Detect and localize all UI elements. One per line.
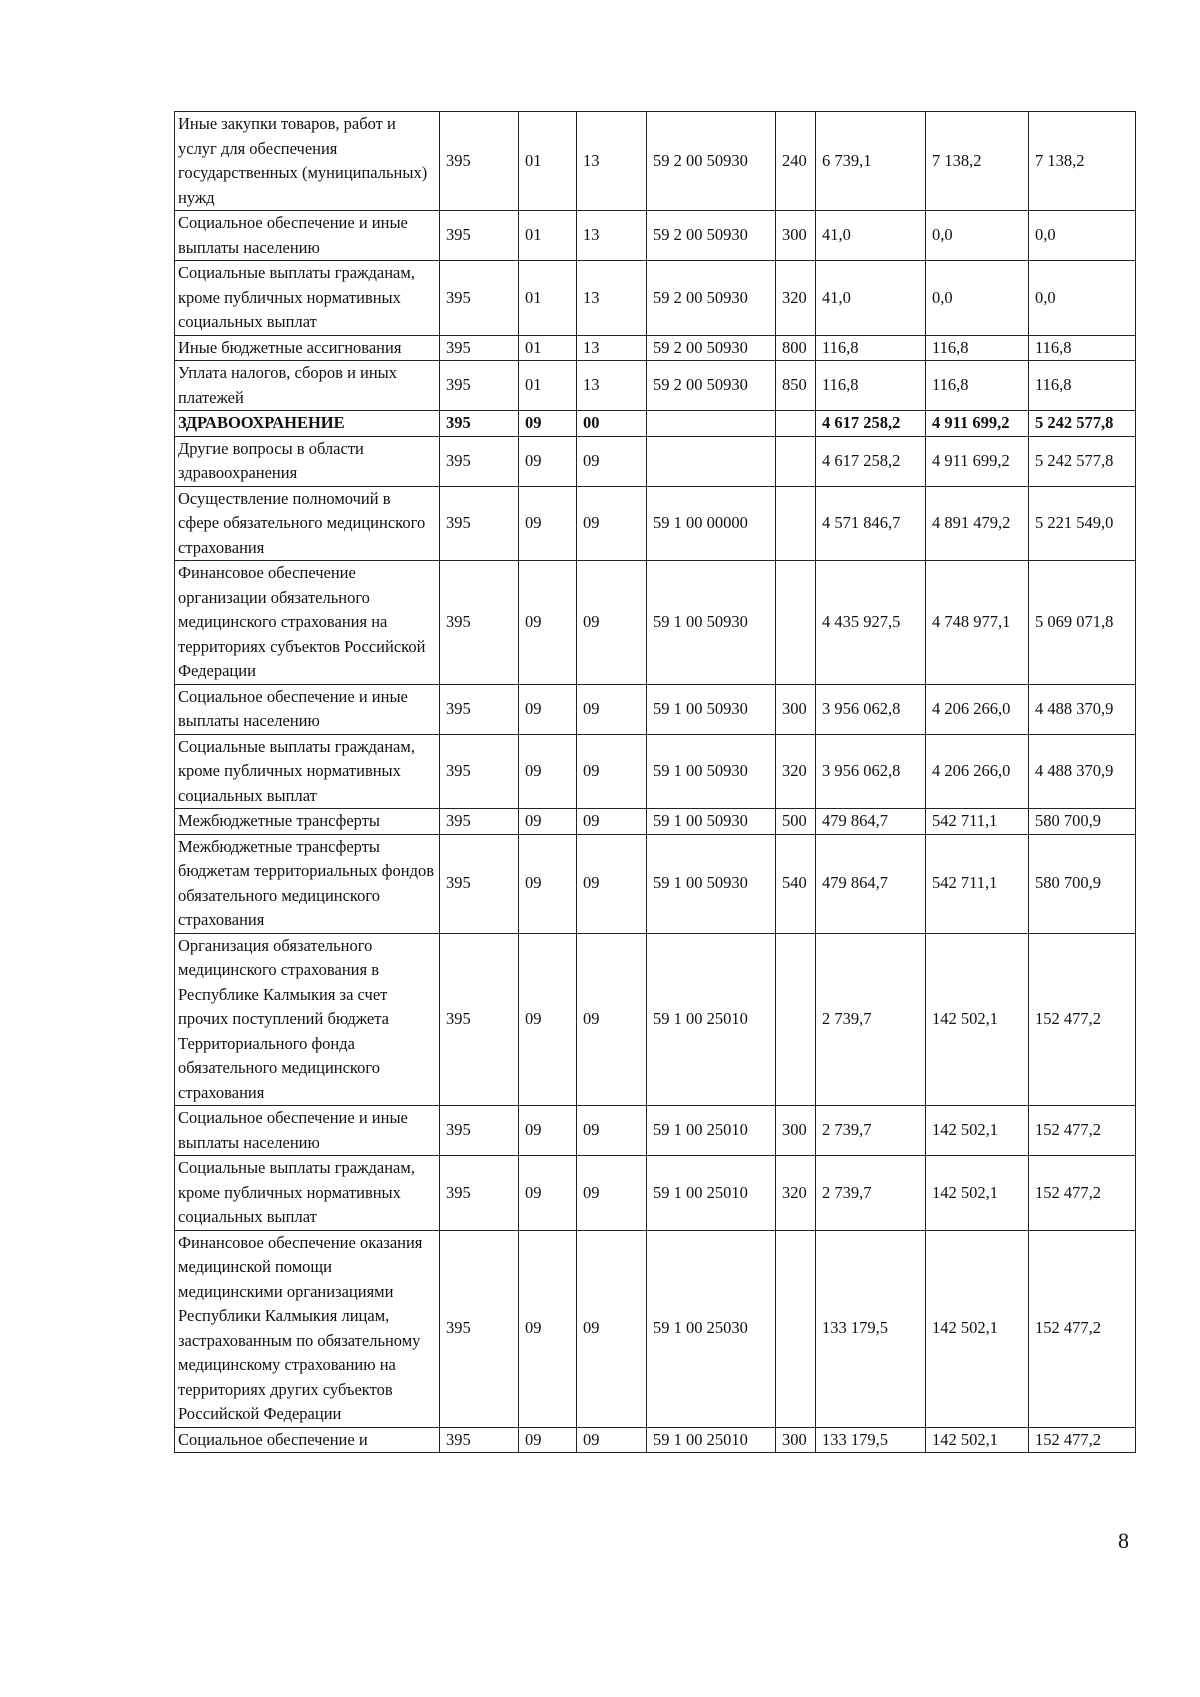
target-article-cell: 59 1 00 25010 xyxy=(647,933,776,1106)
amount-year3-cell: 152 477,2 xyxy=(1029,933,1136,1106)
amount-year1-cell: 4 435 927,5 xyxy=(816,561,926,685)
section-code-cell: 01 xyxy=(519,211,577,261)
amount-year1-cell: 2 739,7 xyxy=(816,933,926,1106)
table-row xyxy=(175,335,1136,361)
subsection-code-cell: 09 xyxy=(577,1230,647,1427)
target-article-cell: 59 1 00 25010 xyxy=(647,1427,776,1453)
target-article-cell: 59 2 00 50930 xyxy=(647,261,776,336)
amount-year2-cell: 4 748 977,1 xyxy=(926,561,1029,685)
section-code-cell: 09 xyxy=(519,1427,577,1453)
admin-code-cell: 395 xyxy=(440,335,519,361)
target-article-cell: 59 1 00 25030 xyxy=(647,1230,776,1427)
subsection-code-cell: 13 xyxy=(577,211,647,261)
amount-year2-cell: 116,8 xyxy=(926,361,1029,411)
admin-code-cell: 395 xyxy=(440,112,519,211)
amount-year1-cell: 2 739,7 xyxy=(816,1106,926,1156)
amount-year3-cell: 152 477,2 xyxy=(1029,1156,1136,1231)
section-code-cell: 09 xyxy=(519,1106,577,1156)
admin-code-cell: 395 xyxy=(440,261,519,336)
amount-year3-cell: 5 242 577,8 xyxy=(1029,411,1136,437)
subsection-code-cell: 09 xyxy=(577,933,647,1106)
admin-code-cell: 395 xyxy=(440,933,519,1106)
amount-year3-cell: 152 477,2 xyxy=(1029,1427,1136,1453)
amount-year2-cell: 142 502,1 xyxy=(926,1156,1029,1231)
amount-year2-cell: 4 911 699,2 xyxy=(926,436,1029,486)
amount-year3-cell: 0,0 xyxy=(1029,261,1136,336)
expense-type-cell: 540 xyxy=(776,834,816,933)
target-article-cell: 59 1 00 50930 xyxy=(647,734,776,809)
section-code-cell: 09 xyxy=(519,809,577,835)
subsection-code-cell: 09 xyxy=(577,734,647,809)
amount-year3-cell: 580 700,9 xyxy=(1029,809,1136,835)
amount-year3-cell: 5 242 577,8 xyxy=(1029,436,1136,486)
expense-type-cell: 320 xyxy=(776,261,816,336)
name-cell: Уплата налогов, сборов и иных платежей xyxy=(175,361,440,411)
table-row xyxy=(175,933,1136,1106)
budget-table xyxy=(174,111,1136,1453)
amount-year2-cell: 542 711,1 xyxy=(926,834,1029,933)
name-cell: Межбюджетные трансферты xyxy=(175,809,440,835)
section-code-cell: 01 xyxy=(519,361,577,411)
target-article-cell: 59 2 00 50930 xyxy=(647,335,776,361)
subsection-code-cell: 09 xyxy=(577,436,647,486)
admin-code-cell: 395 xyxy=(440,1106,519,1156)
amount-year2-cell: 542 711,1 xyxy=(926,809,1029,835)
expense-type-cell xyxy=(776,436,816,486)
amount-year3-cell: 7 138,2 xyxy=(1029,112,1136,211)
admin-code-cell: 395 xyxy=(440,1230,519,1427)
admin-code-cell: 395 xyxy=(440,834,519,933)
name-cell: Социальные выплаты гражданам, кроме публичных нормативных социальных выплат xyxy=(175,261,440,336)
name-cell: Социальное обеспечение и xyxy=(175,1427,440,1453)
table-row xyxy=(175,561,1136,685)
target-article-cell xyxy=(647,411,776,437)
section-code-cell: 09 xyxy=(519,734,577,809)
table-row xyxy=(175,684,1136,734)
amount-year1-cell: 4 617 258,2 xyxy=(816,411,926,437)
admin-code-cell: 395 xyxy=(440,411,519,437)
target-article-cell: 59 1 00 25010 xyxy=(647,1106,776,1156)
table-row xyxy=(175,1230,1136,1427)
subsection-code-cell: 09 xyxy=(577,809,647,835)
section-code-cell: 09 xyxy=(519,436,577,486)
table-body xyxy=(175,112,1136,1453)
table-row xyxy=(175,1106,1136,1156)
expense-type-cell xyxy=(776,411,816,437)
subsection-code-cell: 09 xyxy=(577,1156,647,1231)
amount-year2-cell: 142 502,1 xyxy=(926,933,1029,1106)
expense-type-cell xyxy=(776,561,816,685)
amount-year1-cell: 41,0 xyxy=(816,211,926,261)
section-code-cell: 09 xyxy=(519,933,577,1106)
section-code-cell: 09 xyxy=(519,684,577,734)
section-code-cell: 09 xyxy=(519,486,577,561)
subsection-code-cell: 13 xyxy=(577,335,647,361)
subsection-code-cell: 09 xyxy=(577,1106,647,1156)
target-article-cell: 59 1 00 50930 xyxy=(647,684,776,734)
amount-year3-cell: 116,8 xyxy=(1029,361,1136,411)
expense-type-cell: 300 xyxy=(776,684,816,734)
table-row xyxy=(175,361,1136,411)
admin-code-cell: 395 xyxy=(440,734,519,809)
admin-code-cell: 395 xyxy=(440,211,519,261)
table-row xyxy=(175,261,1136,336)
section-code-cell: 09 xyxy=(519,411,577,437)
section-code-cell: 09 xyxy=(519,834,577,933)
subsection-code-cell: 09 xyxy=(577,486,647,561)
name-cell: Межбюджетные трансферты бюджетам территориальных фондов обязательного медицинского страхования xyxy=(175,834,440,933)
target-article-cell: 59 1 00 50930 xyxy=(647,809,776,835)
expense-type-cell: 300 xyxy=(776,1427,816,1453)
name-cell: Иные закупки товаров, работ и услуг для обеспечения государственных (муниципальных) нужд xyxy=(175,112,440,211)
amount-year3-cell: 5 069 071,8 xyxy=(1029,561,1136,685)
name-cell: Социальное обеспечение и иные выплаты населению xyxy=(175,211,440,261)
admin-code-cell: 395 xyxy=(440,436,519,486)
admin-code-cell: 395 xyxy=(440,684,519,734)
amount-year1-cell: 133 179,5 xyxy=(816,1230,926,1427)
target-article-cell: 59 2 00 50930 xyxy=(647,361,776,411)
amount-year2-cell: 0,0 xyxy=(926,261,1029,336)
amount-year2-cell: 142 502,1 xyxy=(926,1106,1029,1156)
subsection-code-cell: 00 xyxy=(577,411,647,437)
admin-code-cell: 395 xyxy=(440,561,519,685)
amount-year3-cell: 5 221 549,0 xyxy=(1029,486,1136,561)
amount-year3-cell: 152 477,2 xyxy=(1029,1230,1136,1427)
amount-year1-cell: 6 739,1 xyxy=(816,112,926,211)
expense-type-cell xyxy=(776,486,816,561)
section-code-cell: 09 xyxy=(519,561,577,685)
table-row xyxy=(175,436,1136,486)
name-cell: ЗДРАВООХРАНЕНИЕ xyxy=(175,411,440,437)
amount-year1-cell: 4 571 846,7 xyxy=(816,486,926,561)
name-cell: Финансовое обеспечение оказания медицинской помощи медицинскими организациями Республики Калмыкия лицам, застрахованным по обязательному медицинскому страхованию на территориях других субъектов Российской Федерации xyxy=(175,1230,440,1427)
table-row xyxy=(175,211,1136,261)
subsection-code-cell: 09 xyxy=(577,834,647,933)
amount-year1-cell: 116,8 xyxy=(816,361,926,411)
target-article-cell: 59 1 00 50930 xyxy=(647,561,776,685)
amount-year2-cell: 4 206 266,0 xyxy=(926,734,1029,809)
expense-type-cell: 300 xyxy=(776,1106,816,1156)
expense-type-cell xyxy=(776,1230,816,1427)
expense-type-cell: 800 xyxy=(776,335,816,361)
amount-year1-cell: 2 739,7 xyxy=(816,1156,926,1231)
amount-year3-cell: 0,0 xyxy=(1029,211,1136,261)
expense-type-cell: 320 xyxy=(776,734,816,809)
name-cell: Осуществление полномочий в сфере обязательного медицинского страхования xyxy=(175,486,440,561)
amount-year3-cell: 580 700,9 xyxy=(1029,834,1136,933)
amount-year2-cell: 4 206 266,0 xyxy=(926,684,1029,734)
target-article-cell xyxy=(647,436,776,486)
amount-year1-cell: 3 956 062,8 xyxy=(816,684,926,734)
amount-year2-cell: 142 502,1 xyxy=(926,1230,1029,1427)
amount-year2-cell: 0,0 xyxy=(926,211,1029,261)
expense-type-cell: 300 xyxy=(776,211,816,261)
section-code-cell: 09 xyxy=(519,1156,577,1231)
amount-year1-cell: 133 179,5 xyxy=(816,1427,926,1453)
target-article-cell: 59 2 00 50930 xyxy=(647,211,776,261)
admin-code-cell: 395 xyxy=(440,1427,519,1453)
amount-year1-cell: 41,0 xyxy=(816,261,926,336)
name-cell: Социальные выплаты гражданам, кроме публичных нормативных социальных выплат xyxy=(175,734,440,809)
subsection-code-cell: 13 xyxy=(577,112,647,211)
target-article-cell: 59 2 00 50930 xyxy=(647,112,776,211)
expense-type-cell xyxy=(776,933,816,1106)
amount-year3-cell: 152 477,2 xyxy=(1029,1106,1136,1156)
admin-code-cell: 395 xyxy=(440,486,519,561)
table-row xyxy=(175,809,1136,835)
amount-year3-cell: 4 488 370,9 xyxy=(1029,734,1136,809)
expense-type-cell: 240 xyxy=(776,112,816,211)
section-code-cell: 01 xyxy=(519,335,577,361)
amount-year2-cell: 142 502,1 xyxy=(926,1427,1029,1453)
amount-year2-cell: 116,8 xyxy=(926,335,1029,361)
amount-year1-cell: 479 864,7 xyxy=(816,834,926,933)
table-row xyxy=(175,1156,1136,1231)
name-cell: Финансовое обеспечение организации обязательного медицинского страхования на территориях субъектов Российской Федерации xyxy=(175,561,440,685)
expense-type-cell: 500 xyxy=(776,809,816,835)
section-code-cell: 09 xyxy=(519,1230,577,1427)
amount-year2-cell: 4 911 699,2 xyxy=(926,411,1029,437)
name-cell: Социальное обеспечение и иные выплаты населению xyxy=(175,684,440,734)
name-cell: Организация обязательного медицинского страхования в Республике Калмыкия за счет прочих поступлений бюджета Территориального фонда обязательного медицинского страхования xyxy=(175,933,440,1106)
amount-year3-cell: 4 488 370,9 xyxy=(1029,684,1136,734)
amount-year2-cell: 7 138,2 xyxy=(926,112,1029,211)
amount-year1-cell: 479 864,7 xyxy=(816,809,926,835)
amount-year1-cell: 3 956 062,8 xyxy=(816,734,926,809)
table-row xyxy=(175,112,1136,211)
expense-type-cell: 850 xyxy=(776,361,816,411)
table-row xyxy=(175,734,1136,809)
subsection-code-cell: 13 xyxy=(577,261,647,336)
section-code-cell: 01 xyxy=(519,112,577,211)
name-cell: Социальное обеспечение и иные выплаты населению xyxy=(175,1106,440,1156)
admin-code-cell: 395 xyxy=(440,809,519,835)
name-cell: Социальные выплаты гражданам, кроме публичных нормативных социальных выплат xyxy=(175,1156,440,1231)
subsection-code-cell: 09 xyxy=(577,1427,647,1453)
target-article-cell: 59 1 00 50930 xyxy=(647,834,776,933)
table-row xyxy=(175,486,1136,561)
table-row xyxy=(175,1427,1136,1453)
page-number: 8 xyxy=(1118,1528,1129,1553)
section-code-cell: 01 xyxy=(519,261,577,336)
amount-year1-cell: 4 617 258,2 xyxy=(816,436,926,486)
expense-type-cell: 320 xyxy=(776,1156,816,1231)
target-article-cell: 59 1 00 00000 xyxy=(647,486,776,561)
subsection-code-cell: 09 xyxy=(577,561,647,685)
amount-year1-cell: 116,8 xyxy=(816,335,926,361)
subsection-code-cell: 09 xyxy=(577,684,647,734)
admin-code-cell: 395 xyxy=(440,361,519,411)
amount-year3-cell: 116,8 xyxy=(1029,335,1136,361)
table-row xyxy=(175,834,1136,933)
target-article-cell: 59 1 00 25010 xyxy=(647,1156,776,1231)
amount-year2-cell: 4 891 479,2 xyxy=(926,486,1029,561)
name-cell: Другие вопросы в области здравоохранения xyxy=(175,436,440,486)
table-row xyxy=(175,411,1136,437)
admin-code-cell: 395 xyxy=(440,1156,519,1231)
name-cell: Иные бюджетные ассигнования xyxy=(175,335,440,361)
subsection-code-cell: 13 xyxy=(577,361,647,411)
